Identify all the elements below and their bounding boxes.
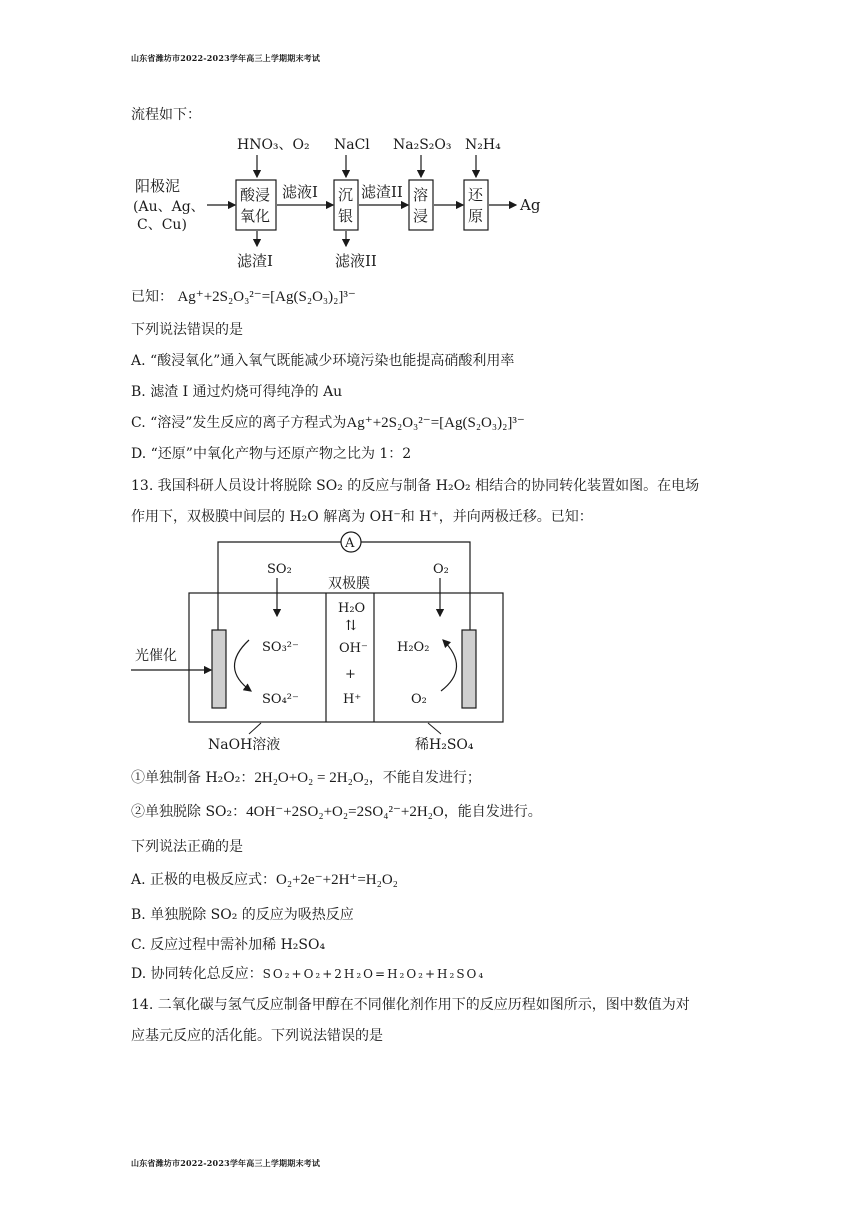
q12-option-c-equation: Ag⁺+2S₂O₃²⁻=[Ag(S₂O₃)₂]³⁻	[346, 415, 525, 431]
q12-option-a: A. “酸浸氧化”通入氧气既能减少环境污染也能提高硝酸利用率	[131, 353, 515, 369]
q14-stem-line-1: 14. 二氧化碳与氢气反应制备甲醇在不同催化剂作用下的反应历程如图所示，图中数值为对	[131, 997, 690, 1013]
naoh-solution-label: NaOH溶液	[208, 737, 281, 753]
box-1-line-2: 氧化	[240, 207, 271, 225]
box-4-line-1: 还	[468, 186, 484, 204]
q13-known-1-prefix: ①单独制备 H₂O₂：	[131, 770, 255, 786]
left-electrode	[212, 630, 226, 708]
residue-1-label: 滤渣I	[237, 252, 273, 270]
h2o2-label: H₂O₂	[397, 640, 430, 655]
flow-intro: 流程如下：	[131, 107, 201, 123]
q13-known-1-equation: 2H₂O+O₂ = 2H₂O₂	[254, 770, 369, 786]
q12-option-c	[131, 412, 525, 432]
ammeter-label: A	[345, 536, 355, 551]
filtrate-2-label: 滤液II	[335, 252, 377, 270]
start-label-2: (Au、Ag、	[133, 199, 205, 215]
page-header-bottom: 山东省潍坊市2022-2023学年高三上学期期末考试	[131, 1158, 321, 1168]
equilibrium-arrows-icon: ⇅	[345, 618, 357, 634]
q13-option-c: C. 反应过程中需补加稀 H₂SO₄	[131, 937, 326, 953]
q12-option-c-prefix: C. “溶浸”发生反应的离子方程式为	[131, 415, 347, 431]
bipolar-membrane-label: 双极膜	[328, 576, 370, 592]
q12-option-d: D. “还原”中氧化产物与还原产物之比为 1：2	[131, 446, 412, 462]
process-flow-diagram	[131, 133, 571, 273]
membrane-hplus-label: H⁺	[343, 692, 362, 707]
o2-bottom-label: O₂	[411, 692, 427, 707]
so2-input-label: SO₂	[267, 562, 292, 577]
q13-known-1	[131, 767, 481, 787]
reagent-na2s2o3: Na₂S₂O₃	[393, 137, 452, 153]
reagent-n2h4: N₂H₄	[465, 137, 501, 153]
box-1-line-1: 酸浸	[240, 186, 271, 204]
membrane-oh-label: OH⁻	[339, 641, 368, 656]
so3-ion-label: SO₃²⁻	[262, 640, 299, 655]
known-line	[131, 286, 356, 306]
box-3-line-2: 浸	[413, 207, 429, 225]
photocatalysis-label: 光催化	[135, 648, 177, 664]
q13-stem-line-1: 13. 我国科研人员设计将脱除 SO₂ 的反应与制备 H₂O₂ 相结合的协同转化装置如图。在电场	[131, 478, 700, 494]
q13-option-b: B. 单独脱除 SO₂ 的反应为吸热反应	[131, 907, 354, 923]
q13-option-d-equation: SO₂+O₂+2H₂O=H₂O₂+H₂SO₄	[262, 967, 486, 981]
box-2-line-1: 沉	[338, 186, 354, 204]
q13-known-1-suffix: ，不能自发进行；	[368, 770, 481, 786]
q12-stem: 下列说法错误的是	[131, 322, 243, 338]
membrane-h2o-label: H₂O	[338, 601, 366, 616]
residue-2-label: 滤渣II	[361, 183, 403, 201]
dilute-h2so4-label: 稀H₂SO₄	[415, 737, 474, 753]
q13-option-a	[131, 869, 398, 889]
q13-known-2-equation: 4OH⁻+2SO₂+O₂=2SO₄²⁻+2H₂O	[246, 804, 444, 820]
q13-option-a-prefix: A. 正极的电极反应式：	[131, 872, 277, 888]
product-ag: Ag	[520, 196, 541, 214]
q13-option-d-prefix: D. 协同转化总反应：	[131, 966, 263, 982]
page-header-top: 山东省潍坊市2022-2023学年高三上学期期末考试	[131, 53, 321, 63]
q13-option-d	[131, 963, 485, 983]
start-label-1: 阳极泥	[135, 177, 181, 195]
o2-input-label: O₂	[433, 562, 449, 577]
electrolysis-device-diagram	[131, 528, 531, 758]
q14-stem-line-2: 应基元反应的活化能。下列说法错误的是	[131, 1028, 383, 1044]
start-label-3: C、Cu)	[137, 217, 187, 233]
q13-known-2-prefix: ②单独脱除 SO₂：	[131, 804, 247, 820]
membrane-plus-label: +	[345, 667, 356, 682]
so4-ion-label: SO₄²⁻	[262, 692, 299, 707]
q13-option-a-equation: O₂+2e⁻+2H⁺=H₂O₂	[276, 872, 398, 888]
q12-option-b: B. 滤渣 I 通过灼烧可得纯净的 Au	[131, 384, 343, 400]
q13-known-2	[131, 801, 542, 821]
reagent-nacl: NaCl	[334, 137, 370, 153]
q13-known-2-suffix: ，能自发进行。	[443, 804, 542, 820]
box-4-line-2: 原	[468, 207, 484, 225]
known-prefix: 已知：	[131, 289, 173, 305]
box-2-line-2: 银	[338, 207, 354, 225]
right-electrode	[462, 630, 476, 708]
known-ag-equation: Ag⁺+2S₂O₃²⁻=[Ag(S₂O₃)₂]³⁻	[177, 289, 356, 305]
q13-stem-line-2: 作用下，双极膜中间层的 H₂O 解离为 OH⁻和 H⁺，并向两极迁移。已知：	[131, 509, 593, 525]
filtrate-1-label: 滤液I	[282, 183, 318, 201]
q13-choose: 下列说法正确的是	[131, 839, 243, 855]
reagent-hno3-o2: HNO₃、O₂	[237, 137, 310, 153]
box-3-line-1: 溶	[413, 186, 429, 204]
